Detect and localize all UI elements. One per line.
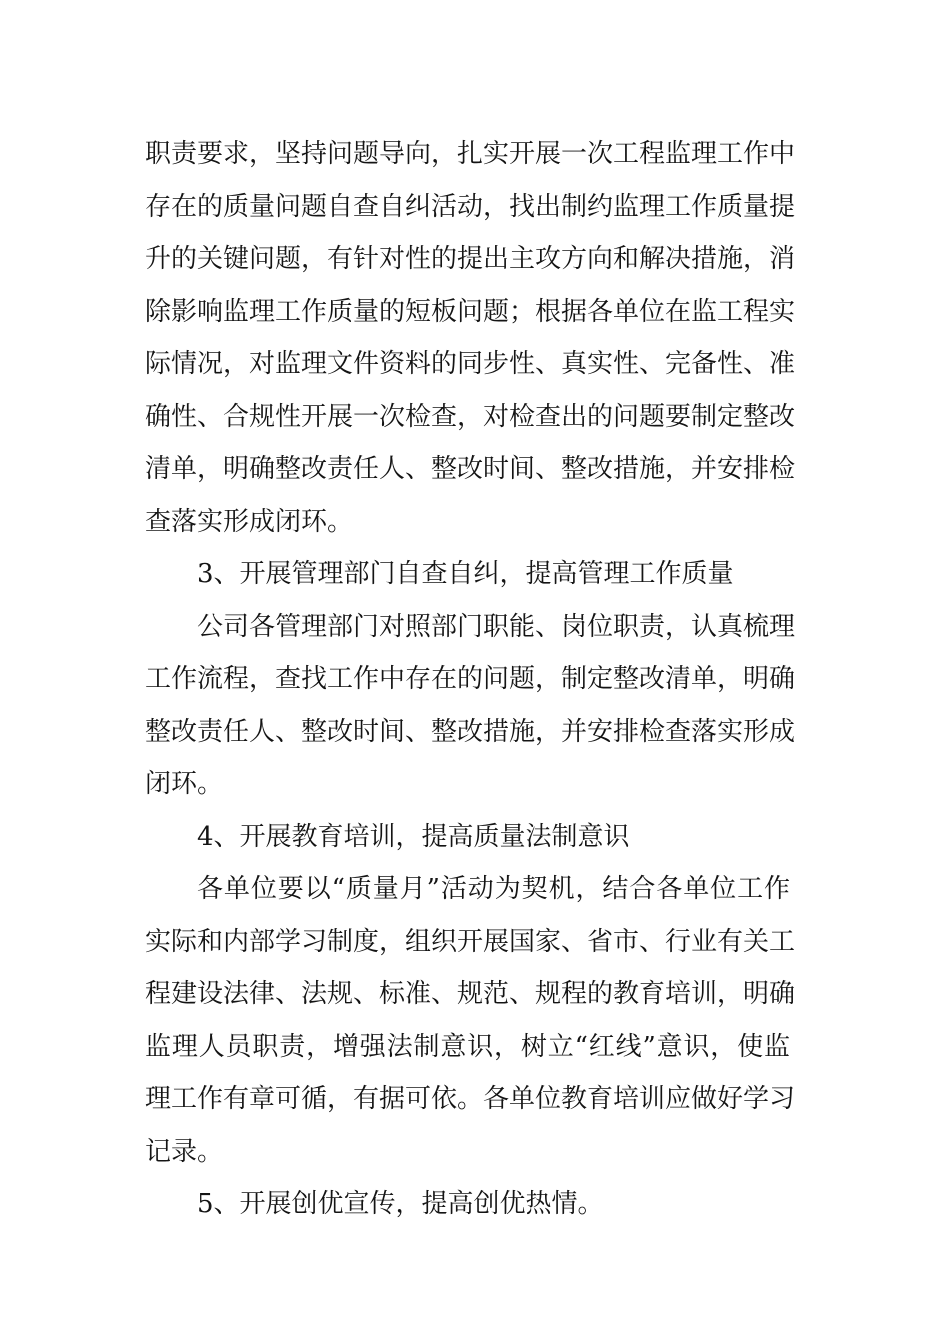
text-line: 查落实形成闭环。 (145, 506, 354, 537)
document-body (145, 128, 796, 1231)
text-line: 程建设法律、法规、标准、规范、规程的教育培训，明确 (145, 979, 796, 1009)
paragraph-department-self-check (145, 601, 796, 811)
text-line: 闭环。 (145, 769, 224, 799)
text-line: 监理人员职责，增强法制意识，树立“红线”意识，使监 (145, 1031, 790, 1062)
text-line: 记录。 (145, 1136, 224, 1167)
section-heading-4: 4、开展教育培训，提高质量法制意识 (197, 821, 630, 852)
text-line: 工作流程，查找工作中存在的问题，制定整改清单，明确 (145, 664, 796, 694)
text-line: 职责要求，坚持问题导向，扎实开展一次工程监理工作中 (145, 139, 796, 169)
text-line: 际情况，对监理文件资料的同步性、真实性、完备性、准 (145, 349, 796, 379)
text-line: 实际和内部学习制度，组织开展国家、省市、行业有关工 (145, 926, 796, 957)
text-line: 各单位要以“质量月”活动为契机，结合各单位工作 (197, 874, 790, 904)
text-line: 清单，明确整改责任人、整改时间、整改措施，并安排检 (145, 454, 796, 484)
section-heading-5: 5、开展创优宣传，提高创优热情。 (197, 1189, 604, 1219)
paragraph-quality-self-check (145, 128, 796, 548)
paragraph-education-training (145, 863, 796, 1178)
text-line: 整改责任人、整改时间、整改措施，并安排检查落实形成 (145, 716, 796, 747)
text-line: 存在的质量问题自查自纠活动，找出制约监理工作质量提 (145, 191, 796, 222)
text-line: 理工作有章可循，有据可依。各单位教育培训应做好学习 (145, 1084, 796, 1114)
section-heading-3: 3、开展管理部门自查自纠，提高管理工作质量 (197, 559, 734, 589)
text-line: 确性、合规性开展一次检查，对检查出的问题要制定整改 (145, 401, 796, 432)
text-line: 升的关键问题，有针对性的提出主攻方向和解决措施，消 (145, 244, 796, 274)
text-line: 除影响监理工作质量的短板问题；根据各单位在监工程实 (145, 296, 796, 327)
text-line: 公司各管理部门对照部门职能、岗位职责，认真梳理 (197, 611, 796, 642)
